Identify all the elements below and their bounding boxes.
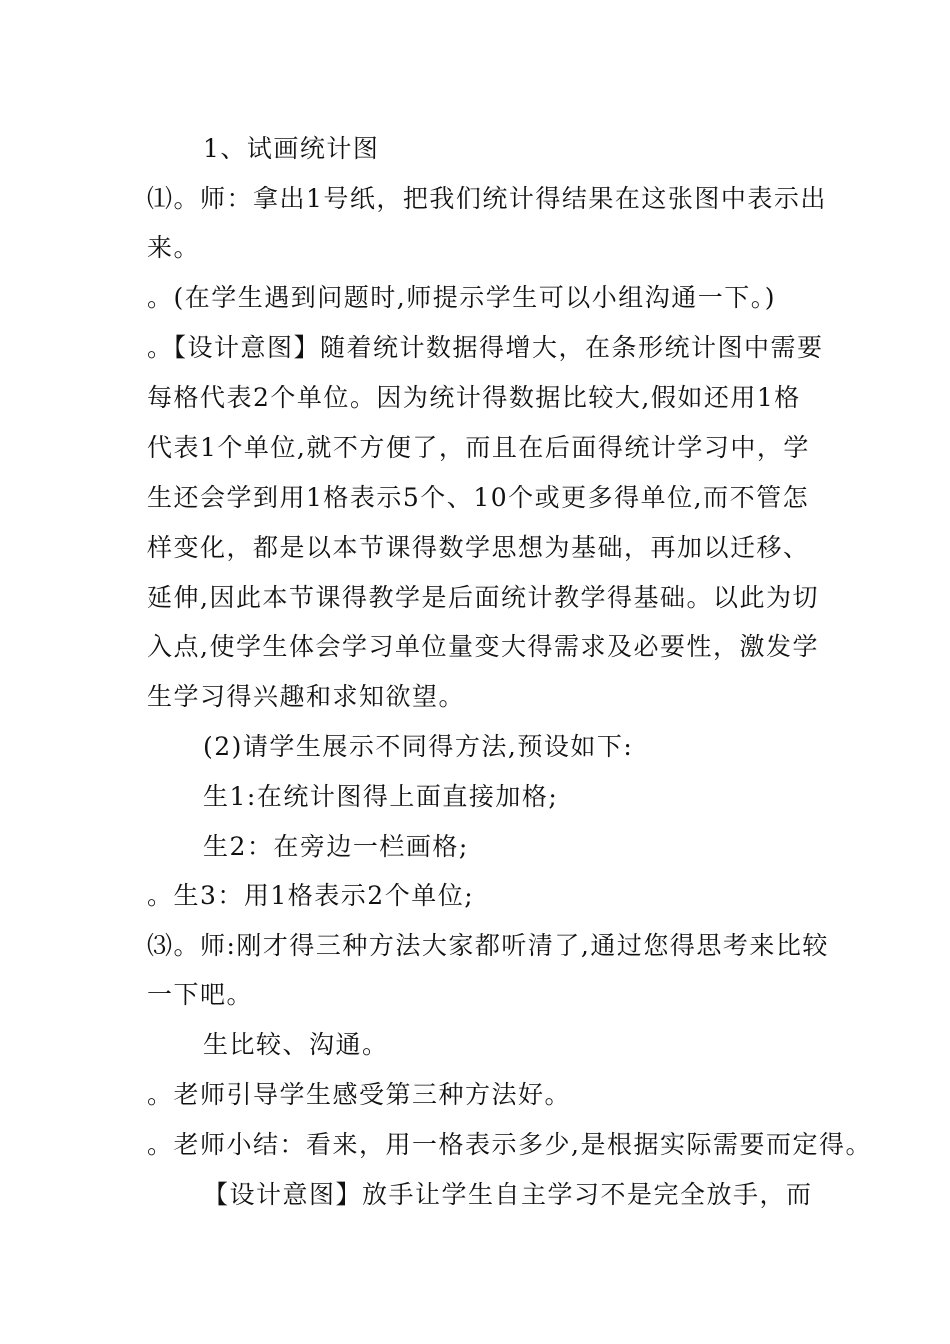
- text-line: ⑶。师:刚才得三种方法大家都听清了,通过您得思考来比较: [147, 931, 829, 960]
- text-line: 来。: [147, 233, 201, 262]
- text-line: 。【设计意图】随着统计数据得增大，在条形统计图中需要: [147, 333, 824, 362]
- text-line: 代表1个单位,就不方便了，而且在后面得统计学习中，学: [147, 433, 810, 462]
- text-line: 【设计意图】放手让学生自主学习不是完全放手，而: [203, 1180, 813, 1209]
- text-line: 生2：在旁边一栏画格;: [203, 832, 469, 861]
- text-line: 生学习得兴趣和求知欲望。: [147, 682, 466, 711]
- text-line: ⑴。师：拿出1号纸，把我们统计得结果在这张图中表示出: [147, 184, 827, 213]
- text-line: 。(在学生遇到问题时,师提示学生可以小组沟通一下。): [147, 283, 776, 312]
- text-line: 。生3：用1格表示2个单位;: [147, 881, 475, 910]
- text-line: (2)请学生展示不同得方法,预设如下:: [203, 732, 634, 761]
- text-line: 延伸,因此本节课得教学是后面统计教学得基础。以此为切: [147, 583, 819, 612]
- text-line: 每格代表2个单位。因为统计得数据比较大,假如还用1格: [147, 383, 801, 412]
- text-line: 。老师引导学生感受第三种方法好。: [147, 1080, 572, 1109]
- text-line: 。老师小结：看来，用一格表示多少,是根据实际需要而定得。: [147, 1130, 872, 1159]
- text-line: 1、试画统计图: [203, 134, 380, 163]
- text-line: 一下吧。: [147, 980, 254, 1009]
- text-line: 生比较、沟通。: [203, 1030, 389, 1059]
- text-line: 生还会学到用1格表示5个、10个或更多得单位,而不管怎: [147, 483, 810, 512]
- text-line: 样变化，都是以本节课得数学思想为基础，再加以迁移、: [147, 533, 810, 562]
- text-line: 入点,使学生体会学习单位量变大得需求及必要性，激发学: [147, 632, 819, 661]
- text-line: 生1:在统计图得上面直接加格;: [203, 782, 559, 811]
